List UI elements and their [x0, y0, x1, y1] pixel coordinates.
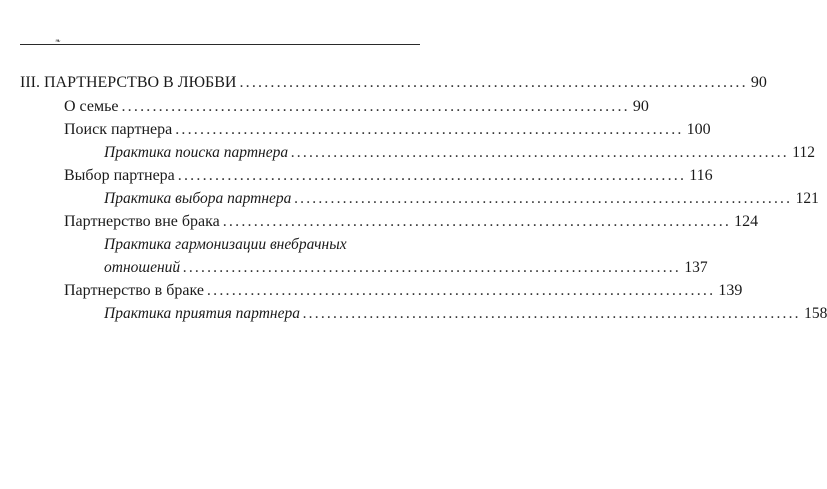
toc-page-number: 158 [804, 305, 827, 322]
toc-entry-title: О семье [64, 98, 119, 115]
toc-subentry-row[interactable] [104, 142, 815, 164]
dot-leader: .................................................................................. [302, 305, 802, 322]
toc-subentry-row[interactable] [104, 188, 819, 210]
dot-leader: .................................................................................. [222, 213, 732, 230]
dot-leader: .................................................................................. [291, 144, 790, 161]
toc-subentry-title-line1[interactable]: Практика гармонизации внебрачных [104, 236, 347, 253]
toc-section-row[interactable] [20, 72, 767, 94]
toc-page-number: 112 [792, 144, 815, 161]
toc-page-number: 139 [718, 282, 743, 299]
toc-page-number: 137 [684, 259, 708, 276]
toc-entry-title: Партнерство в браке [64, 282, 204, 299]
toc-page-number: 90 [750, 74, 767, 91]
toc-subentry-title: Практика выбора партнера [104, 190, 292, 207]
toc-subentry-row[interactable] [104, 257, 708, 279]
toc-subentry-title: Практика приятия партнера [104, 305, 300, 322]
header-rule [20, 44, 420, 45]
toc-page-number: 100 [686, 121, 711, 138]
toc-entry-title: Партнерство вне брака [64, 213, 220, 230]
toc-entry-row[interactable] [64, 119, 711, 141]
dot-leader: .................................................................................. [206, 282, 716, 299]
dot-leader: .................................................................................. [294, 190, 793, 207]
toc-section-title: III. ПАРТНЕРСТВО В ЛЮБВИ [20, 74, 237, 91]
toc-subentry-title: Практика поиска партнера [104, 144, 289, 161]
dot-leader: .................................................................................. [239, 74, 748, 91]
toc-entry-row[interactable] [64, 211, 759, 233]
toc-subentry-row[interactable] [104, 303, 827, 325]
dot-leader: .................................................................................. [177, 167, 687, 184]
dot-leader: .................................................................................. [175, 121, 684, 138]
dot-leader: .................................................................................. [121, 98, 630, 115]
toc-entry-title: Поиск партнера [64, 121, 173, 138]
toc-page-number: 116 [689, 167, 713, 184]
dot-leader: .................................................................................. [183, 259, 682, 276]
toc-entry-row[interactable] [64, 280, 743, 302]
toc-entry-row[interactable] [64, 96, 649, 118]
toc-subentry-title: отношений [104, 259, 181, 276]
ornament-icon: ❧ [55, 37, 61, 45]
toc-page-number: 121 [795, 190, 819, 207]
toc-entry-row[interactable] [64, 165, 713, 187]
toc-page-number: 124 [734, 213, 759, 230]
toc-entry-title: Выбор партнера [64, 167, 175, 184]
toc-page-number: 90 [632, 98, 649, 115]
